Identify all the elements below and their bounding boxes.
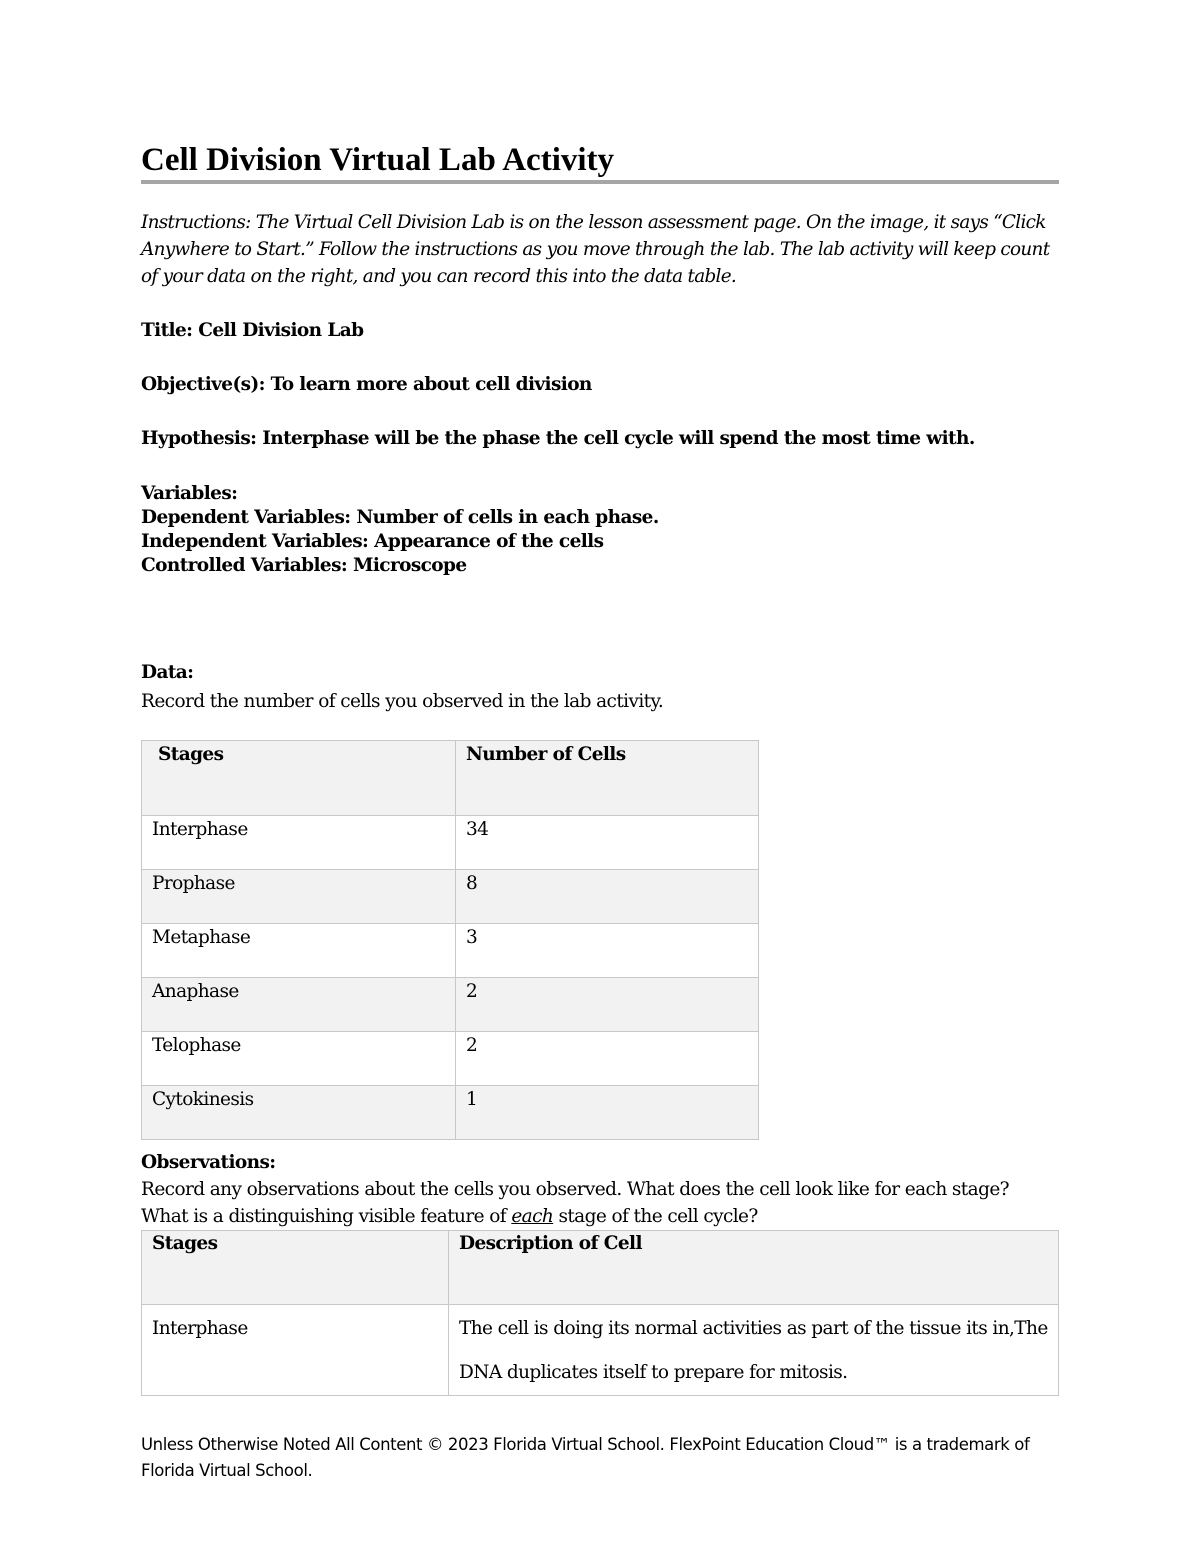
count-cell: 2 <box>456 978 759 1032</box>
observations-prompt-part-1: Record any observations about the cells you observed. What does the cell look like for each stage? What is a distinguishing visible feature of <box>141 1179 1009 1227</box>
stage-cell: Telophase <box>142 1032 456 1086</box>
stage-cell: Cytokinesis <box>142 1086 456 1140</box>
stage-cell: Anaphase <box>142 978 456 1032</box>
observations-prompt-part-2: stage of the cell cycle? <box>553 1206 758 1227</box>
title-divider <box>141 180 1059 184</box>
table-row <box>142 1086 759 1140</box>
cell-count-table <box>141 740 759 1140</box>
count-cell: 1 <box>456 1086 759 1140</box>
hypothesis-field: Hypothesis: Interphase will be the phase the cell cycle will spend the most time with. <box>141 428 975 449</box>
observations-section-label: Observations: <box>141 1152 276 1173</box>
table-header-row <box>142 741 759 816</box>
observations-prompt-emphasis: each <box>511 1206 554 1227</box>
count-cell: 34 <box>456 816 759 870</box>
table-row <box>142 816 759 870</box>
column-header-count: Number of Cells <box>456 741 759 816</box>
stage-cell: Interphase <box>142 816 456 870</box>
column-header-stages: Stages <box>142 1231 449 1305</box>
column-header-description: Description of Cell <box>449 1231 1059 1305</box>
table-row <box>142 1305 1059 1396</box>
controlled-variable-field: Controlled Variables: Microscope <box>141 555 467 576</box>
table-row <box>142 924 759 978</box>
observations-table <box>141 1230 1059 1396</box>
count-cell: 2 <box>456 1032 759 1086</box>
lab-title-field: Title: Cell Division Lab <box>141 320 364 341</box>
instructions-text: Instructions: The Virtual Cell Division Lab is on the lesson assessment page. On the image, it says “Click Anywhere to Start.” Follow the instructions as you move through the lab. The lab activity will keep count of your data on the right, and you can record this into the data table. <box>141 212 1050 287</box>
table-row <box>142 978 759 1032</box>
stage-cell: Metaphase <box>142 924 456 978</box>
column-header-stages: Stages <box>142 741 456 816</box>
variables-label: Variables: <box>141 483 238 504</box>
dependent-variable-field: Dependent Variables: Number of cells in each phase. <box>141 507 659 528</box>
data-section-label: Data: <box>141 662 194 683</box>
table-row <box>142 870 759 924</box>
observations-section-prompt <box>141 1176 1059 1230</box>
table-row <box>142 1032 759 1086</box>
count-cell: 3 <box>456 924 759 978</box>
copyright-footer: Unless Otherwise Noted All Content © 2023 Florida Virtual School. FlexPoint Education Cloud™ is a trademark of Florida Virtual School. <box>141 1435 1030 1480</box>
independent-variable-field: Independent Variables: Appearance of the cells <box>141 531 604 552</box>
page-title: Cell Division Virtual Lab Activity <box>141 142 615 178</box>
count-cell: 8 <box>456 870 759 924</box>
objective-field: Objective(s): To learn more about cell division <box>141 374 592 395</box>
stage-cell: Prophase <box>142 870 456 924</box>
description-cell: The cell is doing its normal activities as part of the tissue its in,The DNA duplicates itself to prepare for mitosis. <box>449 1305 1059 1396</box>
stage-cell: Interphase <box>142 1305 449 1396</box>
data-section-prompt: Record the number of cells you observed in the lab activity. <box>141 691 664 712</box>
table-header-row <box>142 1231 1059 1305</box>
